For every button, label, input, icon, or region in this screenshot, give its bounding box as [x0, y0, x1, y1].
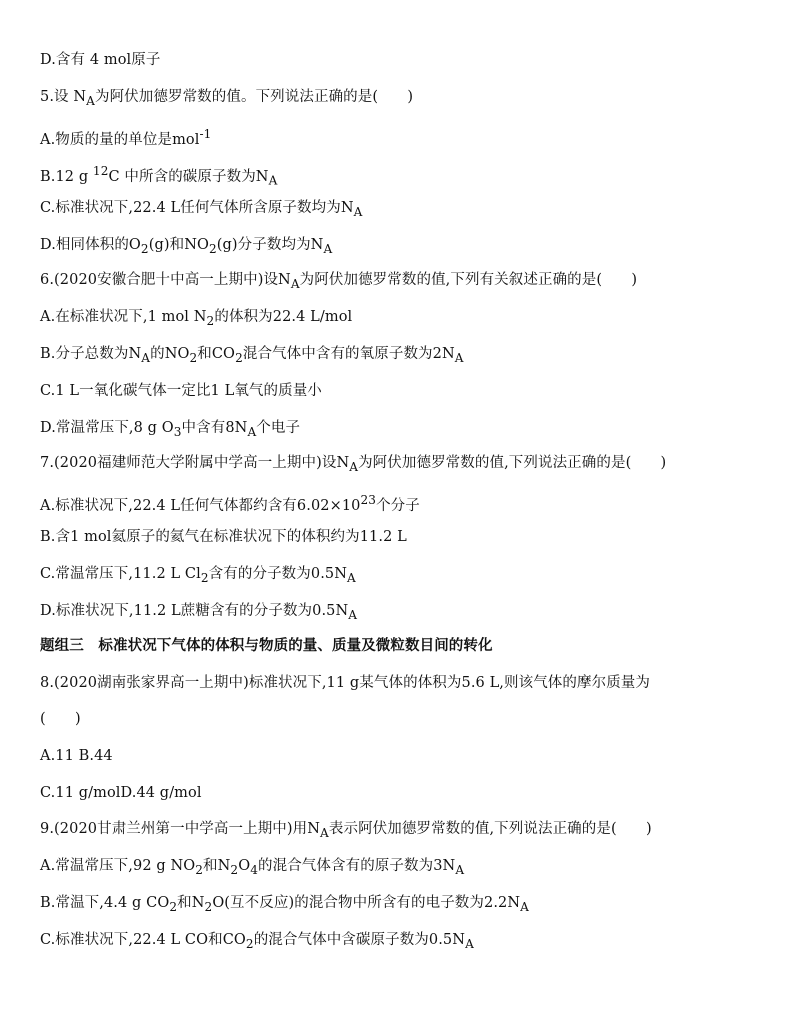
text-line: A.物质的量的单位是mol$^{-1}$ [40, 127, 212, 148]
text-line: A.常温常压下,92 g $NO_2$和$N_2O_4$的混合气体含有的原子数为$3N_A$ [40, 858, 465, 877]
text-line: 8.(2020湖南张家界高一上期中)标准状况下,11 g某气体的体积为5.6 L,则该气体的摩尔质量为 [40, 675, 651, 691]
text-line: A.在标准状况下,1 mol $N_2$的体积为22.4 L/mol [40, 309, 353, 328]
text-line: D.常温常压下,8 g $O_3$中含有$8N_A$个电子 [40, 420, 301, 439]
text-line: 9.(2020甘肃兰州第一中学高一上期中)用$N_A$表示阿伏加德罗常数的值,下列说法正确的是( ) [40, 821, 652, 840]
text-line: ( ) [40, 711, 81, 727]
text-line: B.常温下,4.4 g $CO_2$和$N_2O$(互不反应)的混合物中所含有的电子数为$2.2N_A$ [40, 895, 529, 914]
text-line: 5.设 $N_A$为阿伏加德罗常数的值。下列说法正确的是( ) [40, 89, 414, 108]
section-heading: 题组三 标准状况下气体的体积与物质的量、质量及微粒数目间的转化 [40, 638, 493, 654]
text-line: D.相同体积的$O_2(g)$和$NO_2(g)$分子数均为$N_A$ [40, 237, 333, 256]
text-line: A.11 B.44 [40, 748, 113, 764]
text-line: C.标准状况下,22.4 L CO和$CO_2$的混合气体中含碳原子数为$0.5N_A$ [40, 932, 474, 951]
text-line: 6.(2020安徽合肥十中高一上期中)设$N_A$为阿伏加德罗常数的值,下列有关叙述正确的是( ) [40, 272, 638, 291]
text-line: B.分子总数为$N_A$的$NO_2$和$CO_2$混合气体中含有的氧原子数为$2N_A$ [40, 346, 464, 365]
text-line: B.含1 mol氦原子的氦气在标准状况下的体积约为11.2 L [40, 529, 407, 545]
text-line: C.标准状况下,22.4 L任何气体所含原子数均为$N_A$ [40, 200, 363, 219]
text-line: D.标准状况下,11.2 L蔗糖含有的分子数为$0.5N_A$ [40, 603, 358, 622]
text-line: B.12 g $^{12}$C 中所含的碳原子数为$N_A$ [40, 164, 278, 188]
text-line: C.11 g/molD.44 g/mol [40, 785, 202, 801]
text-line: A.标准状况下,22.4 L任何气体都约含有$6.02\times 10^{23}$个分子 [40, 493, 420, 514]
text-line: D.含有 4 mol原子 [40, 52, 161, 68]
text-line: C.常温常压下,11.2 L $Cl_2$含有的分子数为$0.5N_A$ [40, 566, 356, 585]
text-line: 7.(2020福建师范大学附属中学高一上期中)设$N_A$为阿伏加德罗常数的值,下列说法正确的是( ) [40, 455, 667, 474]
text-line: C.1 L一氧化碳气体一定比1 L氧气的质量小 [40, 383, 322, 399]
